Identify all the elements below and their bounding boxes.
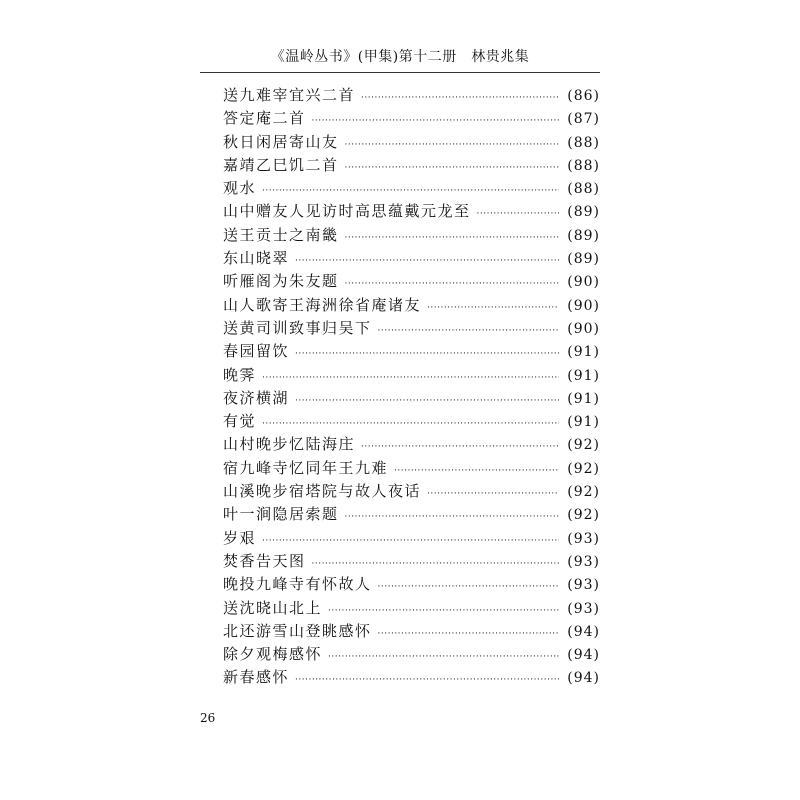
toc-entry bbox=[223, 666, 600, 689]
toc-dot-leader bbox=[427, 483, 559, 506]
toc-entry-title: 晚投九峰寺有怀故人 bbox=[223, 575, 372, 594]
toc-entry bbox=[223, 387, 600, 410]
toc-entry-page: (91) bbox=[567, 414, 600, 431]
toc-entry-title: 山人歌寄王海洲徐省庵诸友 bbox=[223, 295, 422, 314]
toc-dot-leader bbox=[262, 367, 559, 390]
toc-entry-title: 听雁阁为朱友题 bbox=[223, 272, 339, 291]
toc-entry-page: (89) bbox=[567, 227, 600, 244]
toc-entry-title: 晚霁 bbox=[223, 365, 257, 384]
toc-entry-title: 观水 bbox=[223, 179, 257, 198]
toc-entry bbox=[223, 107, 600, 130]
toc-dot-leader bbox=[361, 87, 559, 110]
toc-dot-leader bbox=[378, 320, 560, 343]
toc-entry-title: 新春感怀 bbox=[223, 668, 290, 687]
toc-entry-title: 除夕观梅感怀 bbox=[223, 645, 323, 664]
toc-entry bbox=[223, 247, 600, 270]
toc-entry-title: 焚香告天图 bbox=[223, 551, 306, 570]
toc-entry-page: (92) bbox=[567, 437, 600, 454]
toc-dot-leader bbox=[345, 506, 560, 529]
toc-entry bbox=[223, 597, 600, 620]
toc-entry-page: (92) bbox=[567, 507, 600, 524]
toc-entry bbox=[223, 317, 600, 340]
toc-entry bbox=[223, 620, 600, 643]
toc-entry-page: (90) bbox=[567, 320, 600, 337]
toc-entry-page: (94) bbox=[567, 647, 600, 664]
toc-entry-title: 送黄司训致事归吴下 bbox=[223, 318, 372, 337]
toc-entry-title: 山中赠友人见访时高思蕴戴元龙至 bbox=[223, 202, 471, 221]
toc-dot-leader bbox=[262, 530, 559, 553]
toc-entry-title: 山溪晚步宿塔院与故人夜话 bbox=[223, 482, 422, 501]
toc-entry-title: 秋日闲居寄山友 bbox=[223, 132, 339, 151]
toc-dot-leader bbox=[345, 134, 560, 157]
toc-entry-page: (88) bbox=[567, 134, 600, 151]
toc-entry-title: 送王贡士之南畿 bbox=[223, 225, 339, 244]
toc-entry-title: 岁艰 bbox=[223, 528, 257, 547]
toc-entry-page: (93) bbox=[567, 553, 600, 570]
toc-entry bbox=[223, 410, 600, 433]
toc-entry-page: (93) bbox=[567, 600, 600, 617]
toc-dot-leader bbox=[328, 646, 559, 669]
toc-entry-title: 北还游雪山登眺感怀 bbox=[223, 621, 372, 640]
toc-entry bbox=[223, 200, 600, 223]
toc-entry bbox=[223, 550, 600, 573]
toc-entry-page: (89) bbox=[567, 251, 600, 268]
toc-entry bbox=[223, 270, 600, 293]
toc-entry-page: (86) bbox=[567, 88, 600, 104]
toc-entry bbox=[223, 131, 600, 154]
toc-entry bbox=[223, 154, 600, 177]
toc-entry bbox=[223, 294, 600, 317]
toc-dot-leader bbox=[378, 576, 560, 599]
toc-entry bbox=[223, 457, 600, 480]
toc-dot-leader bbox=[295, 669, 559, 692]
toc-entry-page: (91) bbox=[567, 390, 600, 407]
table-of-contents bbox=[223, 84, 600, 690]
toc-entry bbox=[223, 224, 600, 247]
toc-entry-page: (87) bbox=[567, 111, 600, 128]
toc-entry-title: 夜济横湖 bbox=[223, 388, 290, 407]
toc-entry-page: (94) bbox=[567, 670, 600, 687]
toc-dot-leader bbox=[312, 110, 560, 133]
toc-entry-title: 嘉靖乙巳饥二首 bbox=[223, 155, 339, 174]
toc-entry bbox=[223, 340, 600, 363]
toc-entry-title: 答定庵二首 bbox=[223, 109, 306, 128]
toc-entry bbox=[223, 177, 600, 200]
toc-entry-title: 山村晚步忆陆海庄 bbox=[223, 435, 356, 454]
toc-entry-page: (94) bbox=[567, 623, 600, 640]
toc-entry-page: (92) bbox=[567, 484, 600, 501]
toc-dot-leader bbox=[477, 203, 560, 226]
toc-entry bbox=[223, 503, 600, 526]
toc-entry-page: (90) bbox=[567, 274, 600, 291]
toc-entry-page: (88) bbox=[567, 157, 600, 174]
toc-entry bbox=[223, 84, 600, 107]
toc-entry-page: (91) bbox=[567, 367, 600, 384]
toc-entry-page: (93) bbox=[567, 577, 600, 594]
toc-dot-leader bbox=[345, 227, 560, 250]
running-header: 《温岭丛书》(甲集)第十二册 林贵兆集 bbox=[270, 49, 530, 65]
toc-entry bbox=[223, 643, 600, 666]
toc-entry-page: (90) bbox=[567, 297, 600, 314]
toc-dot-leader bbox=[361, 436, 559, 459]
page-number: 26 bbox=[200, 711, 216, 725]
toc-entry bbox=[223, 527, 600, 550]
toc-entry-title: 叶一涧隐居索题 bbox=[223, 505, 339, 524]
toc-dot-leader bbox=[345, 157, 560, 180]
toc-entry-title: 有觉 bbox=[223, 412, 257, 431]
toc-entry-page: (89) bbox=[567, 204, 600, 221]
toc-entry-page: (88) bbox=[567, 181, 600, 198]
toc-entry-title: 送九难宰宜兴二首 bbox=[223, 86, 356, 104]
header-rule bbox=[200, 72, 600, 73]
toc-entry-title: 东山晓翠 bbox=[223, 249, 290, 268]
toc-dot-leader bbox=[427, 297, 559, 320]
toc-dot-leader bbox=[295, 343, 559, 366]
toc-entry-title: 送沈晓山北上 bbox=[223, 598, 323, 617]
toc-entry-title: 宿九峰寺忆同年王九难 bbox=[223, 458, 389, 477]
toc-entry bbox=[223, 573, 600, 596]
toc-entry bbox=[223, 364, 600, 387]
toc-entry-title: 春园留饮 bbox=[223, 342, 290, 361]
toc-entry-page: (92) bbox=[567, 460, 600, 477]
toc-entry-page: (93) bbox=[567, 530, 600, 547]
toc-entry bbox=[223, 433, 600, 456]
toc-dot-leader bbox=[378, 623, 560, 646]
toc-dot-leader bbox=[295, 390, 559, 413]
toc-entry bbox=[223, 480, 600, 503]
toc-entry-page: (91) bbox=[567, 344, 600, 361]
